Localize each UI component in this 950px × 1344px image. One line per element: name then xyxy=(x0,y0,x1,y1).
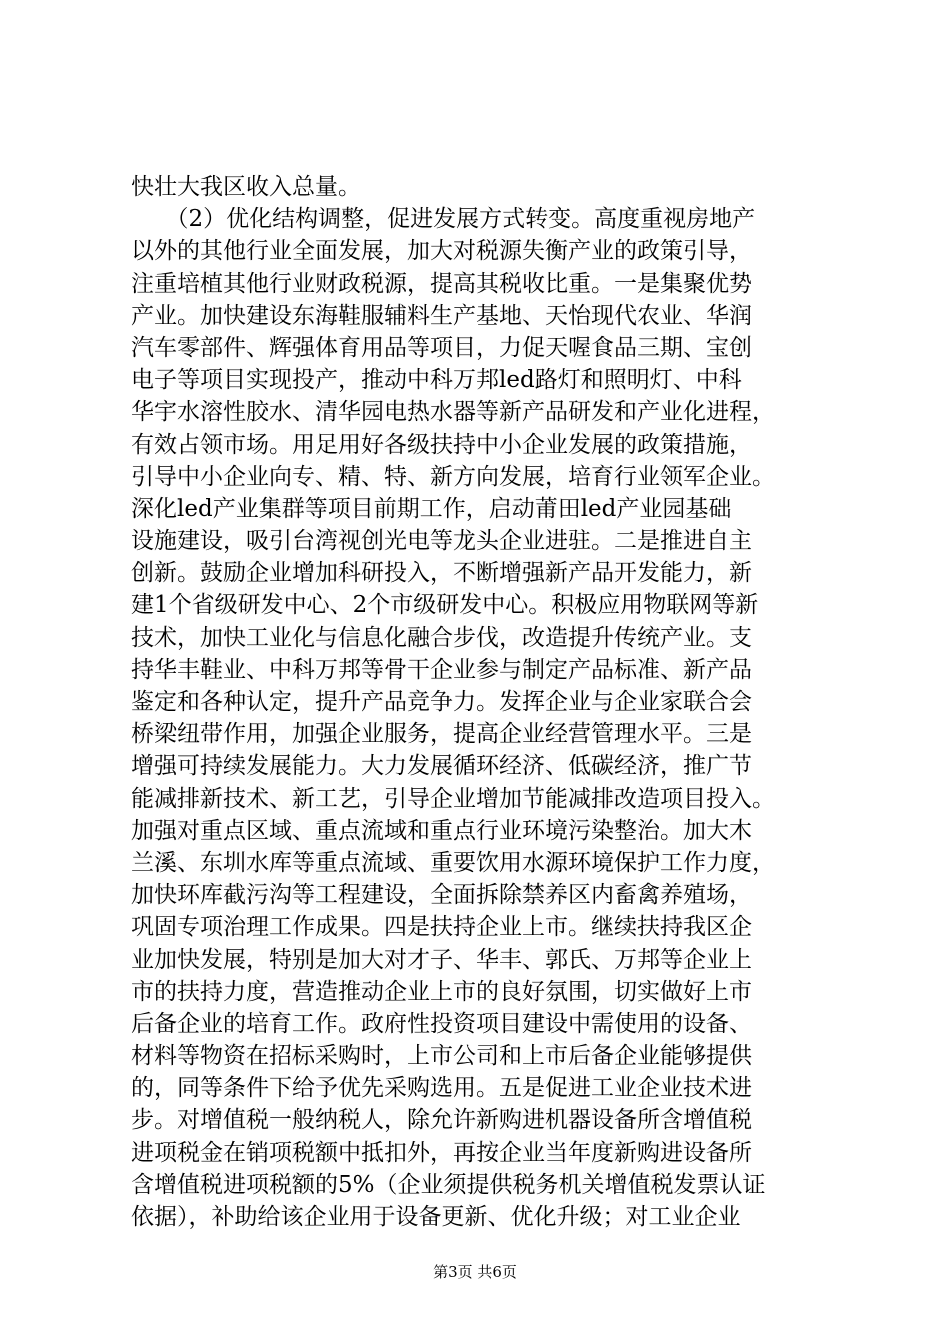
text-line: 有效占领市场。用足用好各级扶持中小企业发展的政策措施， xyxy=(131,431,752,458)
text-line: 以外的其他行业全面发展，加大对税源失衡产业的政策引导， xyxy=(131,238,752,265)
text-line: 汽车零部件、辉强体育用品等项目，力促天喔食品三期、宝创 xyxy=(131,334,752,361)
text-line: 深化led产业集群等项目前期工作，启动莆田led产业园基础 xyxy=(131,495,732,522)
text-line: 增强可持续发展能力。大力发展循环经济、低碳经济，推广节 xyxy=(131,753,752,780)
text-line: 步。对增值税一般纳税人，除允许新购进机器设备所含增值税 xyxy=(131,1107,752,1134)
text-line: 华宇水溶性胶水、清华园电热水器等新产品研发和产业化进程， xyxy=(131,399,775,426)
text-line: 进项税金在销项税额中抵扣外，再按企业当年度新购进设备所 xyxy=(131,1139,752,1166)
text-line: 依据），补助给该企业用于设备更新、优化升级；对工业企业 xyxy=(131,1204,741,1230)
text-line: 加强对重点区域、重点流域和重点行业环境污染整治。加大木 xyxy=(131,817,752,844)
text-line: 桥梁纽带作用，加强企业服务，提高企业经营管理水平。三是 xyxy=(131,721,752,748)
text-line: 含增值税进项税额的5%（企业须提供税务机关增值税发票认证 xyxy=(131,1171,766,1198)
page-number-footer: 第3页 共6页 xyxy=(433,1263,517,1281)
text-line: 技术，加快工业化与信息化融合步伐，改造提升传统产业。支 xyxy=(131,624,752,651)
text-line: 创新。鼓励企业增加科研投入，不断增强新产品开发能力，新 xyxy=(131,560,752,587)
text-line: 鉴定和各种认定，提升产品竞争力。发挥企业与企业家联合会 xyxy=(131,689,752,715)
text-line: 注重培植其他行业财政税源，提高其税收比重。一是集聚优势 xyxy=(131,270,752,297)
body-text xyxy=(131,171,851,1233)
text-line: 业加快发展，特别是加大对才子、华丰、郭氏、万邦等企业上 xyxy=(131,946,752,973)
text-line: 设施建设，吸引台湾视创光电等龙头企业进驻。二是推进自主 xyxy=(131,528,752,555)
text-line: （2）优化结构调整，促进发展方式转变。高度重视房地产 xyxy=(131,206,756,233)
text-line: 巩固专项治理工作成果。四是扶持企业上市。继续扶持我区企 xyxy=(131,914,752,941)
text-line: 材料等物资在招标采购时，上市公司和上市后备企业能够提供 xyxy=(131,1043,752,1070)
text-line: 市的扶持力度，营造推动企业上市的良好氛围，切实做好上市 xyxy=(131,978,752,1005)
text-line: 建1个省级研发中心、2个市级研发中心。积极应用物联网等新 xyxy=(131,592,759,619)
text-line: 引导中小企业向专、精、特、新方向发展，培育行业领军企业。 xyxy=(131,463,775,490)
text-line: 电子等项目实现投产，推动中科万邦led路灯和照明灯、中科 xyxy=(131,367,742,394)
text-line: 快壮大我区收入总量。 xyxy=(131,174,361,200)
text-line: 能减排新技术、新工艺，引导企业增加节能减排改造项目投入。 xyxy=(131,785,775,812)
text-line: 产业。加快建设东海鞋服辅料生产基地、天怡现代农业、华润 xyxy=(131,302,752,329)
text-line: 后备企业的培育工作。政府性投资项目建设中需使用的设备、 xyxy=(131,1010,752,1037)
text-line: 持华丰鞋业、中科万邦等骨干企业参与制定产品标准、新产品 xyxy=(131,656,752,683)
text-line: 的，同等条件下给予优先采购选用。五是促进工业企业技术进 xyxy=(131,1075,752,1102)
text-line: 加快环库截污沟等工程建设，全面拆除禁养区内畜禽养殖场， xyxy=(131,882,752,909)
text-line: 兰溪、东圳水库等重点流域、重要饮用水源环境保护工作力度， xyxy=(131,849,775,876)
